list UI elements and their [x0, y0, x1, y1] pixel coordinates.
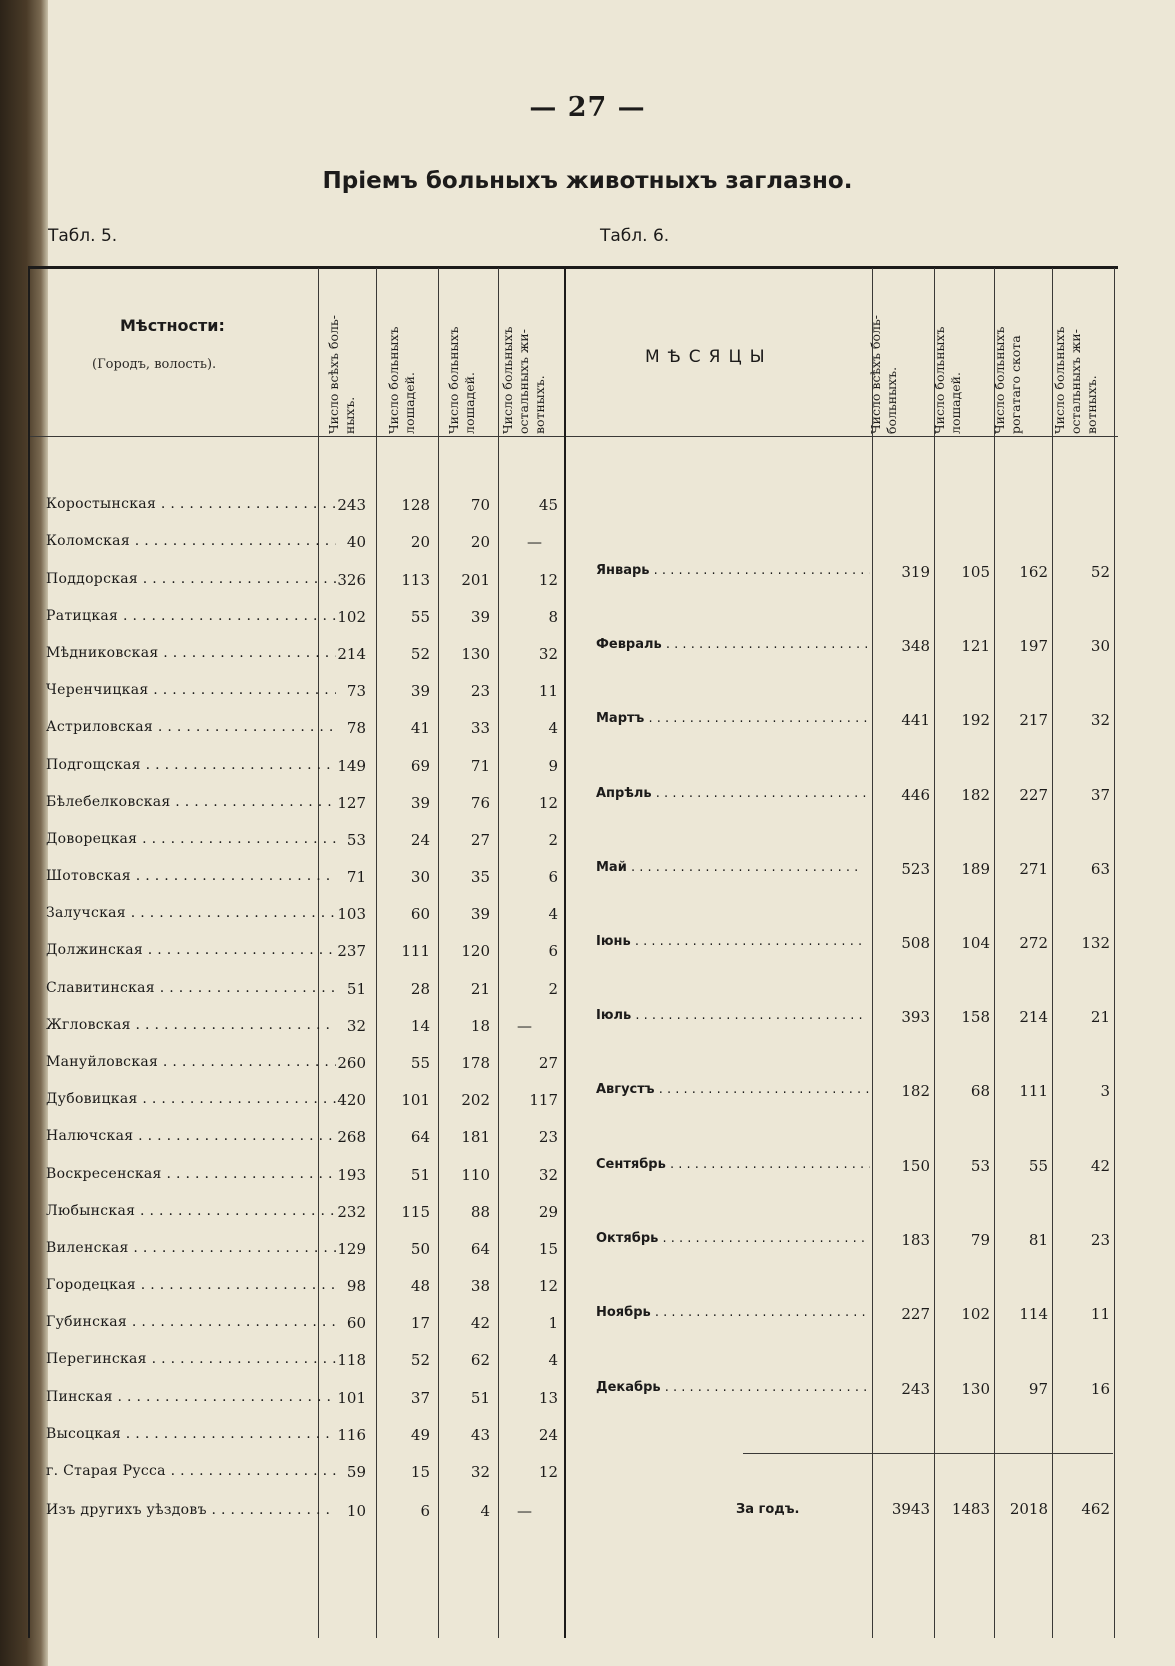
total-sick: 118 — [337, 1351, 366, 1369]
sick-horses-2: 20 — [470, 533, 490, 551]
sick-horses: 113 — [401, 571, 430, 589]
sick-horses: 52 — [410, 645, 430, 663]
total-sick: 127 — [337, 794, 366, 812]
sick-horses: 39 — [410, 682, 430, 700]
place-name: Астриловская . . . — [46, 719, 336, 735]
sick-horses: 48 — [410, 1277, 430, 1295]
place-name: Подгощская . . . — [46, 757, 336, 773]
total-sick: 193 — [337, 1166, 366, 1184]
total-sick: 446 — [901, 786, 930, 804]
sick-horses: 189 — [961, 860, 990, 878]
place-name: Перегинская . . . — [46, 1351, 336, 1367]
sick-cattle: 55 — [1028, 1157, 1048, 1175]
sick-horses: 51 — [410, 1166, 430, 1184]
sick-horses-2: 76 — [470, 794, 490, 812]
total-sick: 59 — [346, 1463, 366, 1481]
sick-horses: 158 — [961, 1008, 990, 1026]
table6-col-header: Число больныхъ рогатаго скота — [992, 326, 1023, 434]
place-name: Пинская . . . — [46, 1389, 336, 1405]
place-name: Изъ другихъ уѣздовъ . . . — [46, 1502, 336, 1518]
place-name: Губинская . . . — [46, 1314, 336, 1330]
total-sick: 268 — [337, 1128, 366, 1146]
sick-other: 12 — [538, 1277, 558, 1295]
sick-horses: 105 — [961, 563, 990, 581]
total-sick: 348 — [901, 637, 930, 655]
sick-cattle: 197 — [1019, 637, 1048, 655]
table6-col-divider — [1052, 268, 1053, 1638]
table5-col-header: Число больныхъ лошадей. — [446, 326, 477, 434]
table5-header-place-sub: (Городъ, волость). — [92, 357, 217, 372]
sick-other: 11 — [538, 682, 558, 700]
sick-other: — — [517, 1017, 532, 1035]
sick-other: 27 — [538, 1054, 558, 1072]
month-name: Сентябрь . . . — [596, 1157, 870, 1172]
total-sick: 214 — [337, 645, 366, 663]
total-sick: 420 — [337, 1091, 366, 1109]
sick-horses-2: 35 — [470, 868, 490, 886]
sick-other: 132 — [1081, 934, 1110, 952]
sick-horses: 53 — [970, 1157, 990, 1175]
month-name: Октябрь . . . — [596, 1231, 870, 1246]
sick-horses: 68 — [970, 1082, 990, 1100]
sick-horses: 60 — [410, 905, 430, 923]
sick-horses: 182 — [961, 786, 990, 804]
total-horses: 1483 — [951, 1500, 990, 1518]
page-title: Пріемъ больныхъ животныхъ заглазно. — [322, 168, 853, 194]
place-name: Коломская . . . — [46, 533, 336, 549]
place-name: Должинская . . . — [46, 942, 336, 958]
sick-horses: 28 — [410, 980, 430, 998]
page-number: — 27 — — [529, 92, 646, 123]
place-name: Бѣлебелковская . . . — [46, 794, 336, 810]
sick-cattle: 217 — [1019, 711, 1048, 729]
sick-other: 37 — [1090, 786, 1110, 804]
total-sick: 101 — [337, 1389, 366, 1407]
sick-other: 21 — [1090, 1008, 1110, 1026]
sick-other: 4 — [548, 719, 558, 737]
sick-horses: 39 — [410, 794, 430, 812]
sick-horses: 20 — [410, 533, 430, 551]
sick-other: 117 — [529, 1091, 558, 1109]
total-sick: 319 — [901, 563, 930, 581]
sick-horses-2: 64 — [470, 1240, 490, 1258]
place-name: Городецкая . . . — [46, 1277, 336, 1293]
total-sick: 227 — [901, 1305, 930, 1323]
sick-other: 12 — [538, 794, 558, 812]
sick-horses: 64 — [410, 1128, 430, 1146]
sick-other: 8 — [548, 608, 558, 626]
total-label: За годъ. — [736, 1502, 800, 1517]
sick-other: 29 — [538, 1203, 558, 1221]
place-name: Высоцкая . . . — [46, 1426, 336, 1442]
sick-horses: 55 — [410, 1054, 430, 1072]
total-sick: 40 — [346, 533, 366, 551]
total-sick: 260 — [337, 1054, 366, 1072]
total-sick: 51 — [346, 980, 366, 998]
sick-horses: 102 — [961, 1305, 990, 1323]
sick-horses: 6 — [420, 1502, 430, 1520]
sick-other: 15 — [538, 1240, 558, 1258]
sick-cattle: 162 — [1019, 563, 1048, 581]
place-name: Ратицкая . . . — [46, 608, 336, 624]
sick-horses-2: 181 — [461, 1128, 490, 1146]
sick-horses-2: 4 — [480, 1502, 490, 1520]
total-cattle: 2018 — [1009, 1500, 1048, 1518]
sick-horses-2: 201 — [461, 571, 490, 589]
month-name: Январь . . . — [596, 563, 870, 578]
sick-horses: 79 — [970, 1231, 990, 1249]
month-name: Іюнь . . . — [596, 934, 870, 949]
place-name: Славитинская . . . — [46, 980, 336, 996]
sick-horses: 49 — [410, 1426, 430, 1444]
sick-other: 23 — [1090, 1231, 1110, 1249]
sick-other: 3 — [1100, 1082, 1110, 1100]
sick-horses: 115 — [401, 1203, 430, 1221]
sick-other: 2 — [548, 980, 558, 998]
total-sick: 232 — [337, 1203, 366, 1221]
total-sick: 243 — [337, 496, 366, 514]
sick-horses-2: 130 — [461, 645, 490, 663]
total-sick: 441 — [901, 711, 930, 729]
sick-other: 30 — [1090, 637, 1110, 655]
sick-cattle: 271 — [1019, 860, 1048, 878]
sick-horses-2: 71 — [470, 757, 490, 775]
sick-horses: 37 — [410, 1389, 430, 1407]
month-name: Іюль . . . — [596, 1008, 870, 1023]
total-sick: 393 — [901, 1008, 930, 1026]
place-name: Залучская . . . — [46, 905, 336, 921]
table-top-rule — [28, 266, 1118, 269]
sick-other: 12 — [538, 571, 558, 589]
sick-horses-2: 39 — [470, 905, 490, 923]
place-name: Жгловская . . . — [46, 1017, 336, 1033]
sick-other: 16 — [1090, 1380, 1110, 1398]
table5-label: Табл. 5. — [48, 226, 118, 246]
month-name: Мартъ . . . — [596, 711, 870, 726]
sick-horses-2: 38 — [470, 1277, 490, 1295]
sick-other: 24 — [538, 1426, 558, 1444]
total-sick: 10 — [346, 1502, 366, 1520]
sick-horses-2: 39 — [470, 608, 490, 626]
sick-other: 9 — [548, 757, 558, 775]
table-right-border — [1114, 268, 1115, 1638]
sick-other: 11 — [1090, 1305, 1110, 1323]
sick-horses: 55 — [410, 608, 430, 626]
sick-other: 6 — [548, 942, 558, 960]
total-sick: 182 — [901, 1082, 930, 1100]
totals-rule — [743, 1453, 1113, 1454]
total-sick: 243 — [901, 1380, 930, 1398]
month-name: Ноябрь . . . — [596, 1305, 870, 1320]
table6-col-header: Число больныхъ остальныхъ жи- вотныхъ. — [1052, 326, 1099, 434]
place-name: Мануйловская . . . — [46, 1054, 336, 1070]
sick-other: — — [527, 533, 542, 551]
table-left-border — [28, 266, 30, 1638]
place-name: Виленская . . . — [46, 1240, 336, 1256]
month-name: Февраль . . . — [596, 637, 870, 652]
sick-horses: 30 — [410, 868, 430, 886]
total-sick: 326 — [337, 571, 366, 589]
total-sick: 183 — [901, 1231, 930, 1249]
sick-horses: 24 — [410, 831, 430, 849]
sick-horses-2: 27 — [470, 831, 490, 849]
sick-other: 1 — [548, 1314, 558, 1332]
sick-other: 52 — [1090, 563, 1110, 581]
total-sick: 3943 — [891, 1500, 930, 1518]
sick-other: 32 — [1090, 711, 1110, 729]
sick-horses-2: 33 — [470, 719, 490, 737]
total-sick: 32 — [346, 1017, 366, 1035]
total-sick: 150 — [901, 1157, 930, 1175]
sick-other: 4 — [548, 1351, 558, 1369]
sick-horses-2: 178 — [461, 1054, 490, 1072]
sick-horses-2: 18 — [470, 1017, 490, 1035]
table6-col-header: Число всѣхъ боль- больныхъ. — [868, 314, 899, 434]
sick-horses: 52 — [410, 1351, 430, 1369]
sick-other: — — [517, 1502, 532, 1520]
total-other: 462 — [1081, 1500, 1110, 1518]
sick-horses-2: 62 — [470, 1351, 490, 1369]
sick-horses: 41 — [410, 719, 430, 737]
table6-header-months: МѢСЯЦЫ — [645, 347, 773, 367]
total-sick: 102 — [337, 608, 366, 626]
total-sick: 129 — [337, 1240, 366, 1258]
total-sick: 53 — [346, 831, 366, 849]
table6-label: Табл. 6. — [600, 226, 670, 246]
sick-horses-2: 51 — [470, 1389, 490, 1407]
place-name: Черенчицкая . . . — [46, 682, 336, 698]
sick-horses-2: 42 — [470, 1314, 490, 1332]
place-name: Мѣдниковская . . . — [46, 645, 336, 661]
tables-divider — [564, 266, 566, 1638]
sick-horses: 192 — [961, 711, 990, 729]
month-name: Декабрь . . . — [596, 1380, 870, 1395]
sick-horses-2: 21 — [470, 980, 490, 998]
sick-other: 4 — [548, 905, 558, 923]
total-sick: 149 — [337, 757, 366, 775]
place-name: Доворецкая . . . — [46, 831, 336, 847]
sick-cattle: 272 — [1019, 934, 1048, 952]
month-name: Апрѣль . . . — [596, 786, 870, 801]
month-name: Май . . . — [596, 860, 870, 875]
sick-horses: 17 — [410, 1314, 430, 1332]
table6-col-divider — [872, 268, 873, 1638]
total-sick: 98 — [346, 1277, 366, 1295]
sick-horses: 101 — [401, 1091, 430, 1109]
place-name: Налючская . . . — [46, 1128, 336, 1144]
place-name: г. Старая Русса . . . — [46, 1463, 336, 1479]
total-sick: 116 — [337, 1426, 366, 1444]
sick-other: 63 — [1090, 860, 1110, 878]
sick-horses: 121 — [961, 637, 990, 655]
table5-col-header: Число больныхъ остальныхъ жи- вотныхъ. — [500, 326, 547, 434]
table6-col-divider — [934, 268, 935, 1638]
sick-other: 12 — [538, 1463, 558, 1481]
place-name: Коростынская . . . — [46, 496, 336, 512]
table5-header-rule — [28, 436, 568, 437]
sick-horses-2: 88 — [470, 1203, 490, 1221]
sick-horses: 111 — [401, 942, 430, 960]
total-sick: 60 — [346, 1314, 366, 1332]
sick-other: 6 — [548, 868, 558, 886]
sick-horses: 15 — [410, 1463, 430, 1481]
month-name: Августъ . . . — [596, 1082, 870, 1097]
sick-other: 32 — [538, 1166, 558, 1184]
place-name: Воскресенская . . . — [46, 1166, 336, 1182]
sick-horses: 50 — [410, 1240, 430, 1258]
sick-horses-2: 43 — [470, 1426, 490, 1444]
sick-other: 45 — [538, 496, 558, 514]
total-sick: 237 — [337, 942, 366, 960]
place-name: Поддорская . . . — [46, 571, 336, 587]
sick-horses-2: 120 — [461, 942, 490, 960]
sick-horses: 14 — [410, 1017, 430, 1035]
sick-horses-2: 202 — [461, 1091, 490, 1109]
sick-other: 13 — [538, 1389, 558, 1407]
table5-col-header: Число всѣхъ боль- ныхъ. — [326, 314, 357, 434]
place-name: Шотовская . . . — [46, 868, 336, 884]
table6-col-divider — [994, 268, 995, 1638]
place-name: Дубовицкая . . . — [46, 1091, 336, 1107]
total-sick: 71 — [346, 868, 366, 886]
sick-horses-2: 110 — [461, 1166, 490, 1184]
place-name: Любынская . . . — [46, 1203, 336, 1219]
sick-cattle: 97 — [1028, 1380, 1048, 1398]
sick-other: 42 — [1090, 1157, 1110, 1175]
total-sick: 78 — [346, 719, 366, 737]
total-sick: 508 — [901, 934, 930, 952]
total-sick: 523 — [901, 860, 930, 878]
table5-header-place: Мѣстности: — [120, 316, 225, 335]
sick-other: 32 — [538, 645, 558, 663]
sick-horses: 104 — [961, 934, 990, 952]
sick-cattle: 111 — [1019, 1082, 1048, 1100]
sick-horses: 130 — [961, 1380, 990, 1398]
sick-cattle: 114 — [1019, 1305, 1048, 1323]
sick-cattle: 227 — [1019, 786, 1048, 804]
table6-col-header: Число больныхъ лошадей. — [932, 326, 963, 434]
sick-other: 2 — [548, 831, 558, 849]
total-sick: 103 — [337, 905, 366, 923]
sick-cattle: 81 — [1028, 1231, 1048, 1249]
total-sick: 73 — [346, 682, 366, 700]
sick-other: 23 — [538, 1128, 558, 1146]
sick-horses: 128 — [401, 496, 430, 514]
sick-horses-2: 32 — [470, 1463, 490, 1481]
table5-col-header: Число больныхъ лошадей. — [386, 326, 417, 434]
table6-header-rule — [568, 436, 1118, 437]
book-spine-shadow — [0, 0, 48, 1666]
sick-horses-2: 23 — [470, 682, 490, 700]
sick-horses-2: 70 — [470, 496, 490, 514]
sick-horses: 69 — [410, 757, 430, 775]
sick-cattle: 214 — [1019, 1008, 1048, 1026]
